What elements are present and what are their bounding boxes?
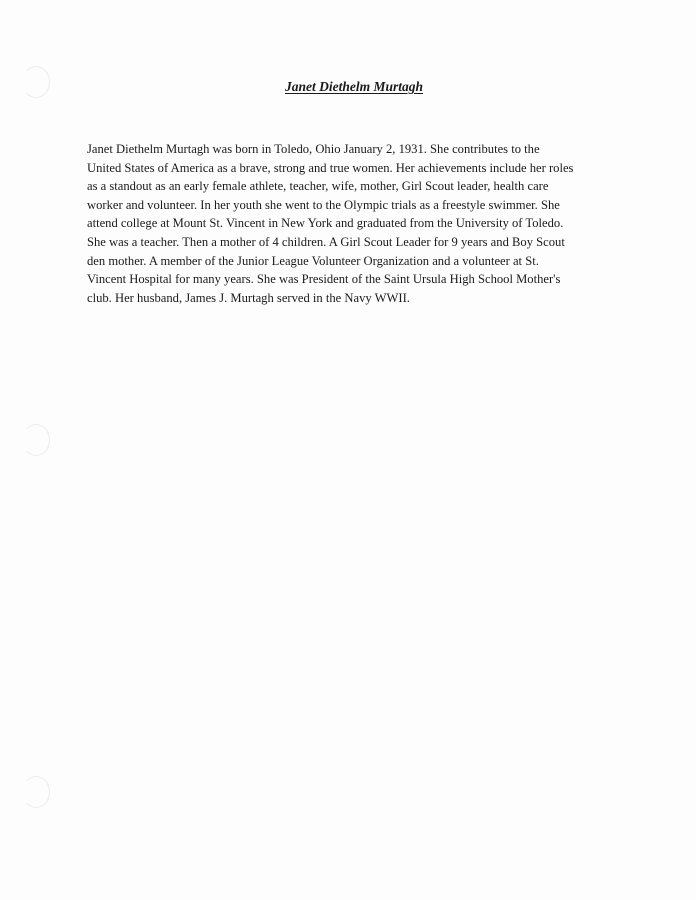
paragraph-line: Janet Diethelm Murtagh was born in Toledo, Ohio January 2, 1931. She contributes to the <box>87 142 540 156</box>
paragraph-line: She was a teacher. Then a mother of 4 children. A Girl Scout Leader for 9 years and Boy Scout <box>87 234 565 249</box>
paragraph-line: den mother. A member of the Junior League Volunteer Organization and a volunteer at St. <box>87 253 539 268</box>
paragraph-line: worker and volunteer. In her youth she went to the Olympic trials as a freestyle swimmer. She <box>87 197 560 212</box>
document-title: Janet Diethelm Murtagh <box>284 79 424 94</box>
punch-hole-mark <box>22 424 50 456</box>
paragraph-line: attend college at Mount St. Vincent in New York and graduated from the University of Toledo. <box>87 216 564 231</box>
paragraph-line: United States of America as a brave, strong and true women. Her achievements include her roles <box>87 160 574 175</box>
biography-paragraph <box>87 140 612 307</box>
paragraph-line: Vincent Hospital for many years. She was President of the Saint Ursula High School Mother's <box>87 272 561 287</box>
paragraph-line: club. Her husband, James J. Murtagh served in the Navy WWII. <box>87 290 410 305</box>
punch-hole-mark <box>22 776 50 808</box>
paragraph-line: as a standout as an early female athlete, teacher, wife, mother, Girl Scout leader, health care <box>87 179 549 194</box>
